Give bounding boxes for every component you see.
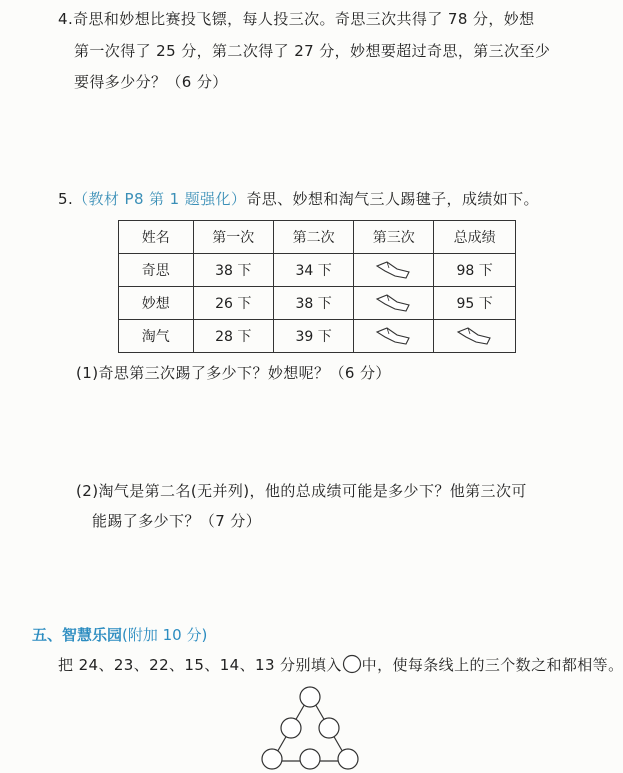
- table-cell-hidden: [354, 320, 434, 353]
- table-header: 第二次: [273, 221, 353, 254]
- table-cell-name: 奇思: [119, 254, 194, 287]
- section-bonus: (附加 10 分): [122, 626, 208, 644]
- table-cell: 38 下: [273, 287, 353, 320]
- q5-source: （教材 P8 第 1 题强化）: [73, 190, 247, 208]
- table-cell: 98 下: [434, 254, 516, 287]
- instruction-part-1: 把 24、23、22、15、14、13 分别填入: [58, 656, 342, 674]
- blank-circle-icon: [281, 718, 301, 738]
- q5-heading: [58, 188, 539, 209]
- table-cell: 95 下: [434, 287, 516, 320]
- table-header: 第一次: [193, 221, 273, 254]
- q4-line-3: 要得多少分？（6 分）: [74, 73, 228, 91]
- triangle-circle-diagram: [255, 685, 365, 771]
- q4-line-2: 第一次得了 25 分，第二次得了 27 分，妙想要超过奇思，第三次至少: [74, 42, 551, 60]
- shoe-icon: [456, 326, 494, 346]
- section5-instruction: [58, 654, 623, 675]
- q4-line-1: 4.奇思和妙想比赛投飞镖，每人投三次。奇思三次共得了 78 分，妙想: [58, 10, 535, 28]
- score-table: [118, 220, 516, 353]
- blank-circle-icon: [262, 749, 282, 769]
- table-header: 第三次: [354, 221, 434, 254]
- table-row: [119, 254, 516, 287]
- table-cell: 34 下: [273, 254, 353, 287]
- q5-sub1: (1)奇思第三次踢了多少下？妙想呢？（6 分）: [76, 364, 391, 382]
- table-cell-name: 淘气: [119, 320, 194, 353]
- shoe-icon: [375, 293, 413, 313]
- q5-sub2-line-2: 能踢了多少下？（7 分）: [92, 512, 262, 530]
- blank-circle-icon: [319, 718, 339, 738]
- instruction-part-2: 中，使每条线上的三个数之和都相等。: [361, 656, 623, 674]
- table-header: 姓名: [119, 221, 194, 254]
- blank-circle-icon: [342, 654, 362, 674]
- table-header: 总成绩: [434, 221, 516, 254]
- q5-stem: 奇思、妙想和淘气三人踢毽子，成绩如下。: [246, 190, 539, 208]
- table-cell: 28 下: [193, 320, 273, 353]
- table-cell: 39 下: [273, 320, 353, 353]
- section-title: [32, 624, 207, 645]
- shoe-icon: [375, 260, 413, 280]
- blank-circle-icon: [300, 687, 320, 707]
- q5-number: 5.: [58, 190, 74, 208]
- table-cell-hidden: [354, 287, 434, 320]
- table-row: [119, 320, 516, 353]
- q5-sub2-line-1: (2)淘气是第二名(无并列)，他的总成绩可能是多少下？他第三次可: [76, 482, 527, 500]
- table-cell-hidden: [354, 254, 434, 287]
- table-cell: 26 下: [193, 287, 273, 320]
- table-cell-hidden: [434, 320, 516, 353]
- blank-circle-icon: [300, 749, 320, 769]
- table-cell: 38 下: [193, 254, 273, 287]
- table-row: [119, 287, 516, 320]
- table-header-row: [119, 221, 516, 254]
- blank-circle-icon: [338, 749, 358, 769]
- table-cell-name: 妙想: [119, 287, 194, 320]
- shoe-icon: [375, 326, 413, 346]
- section-title-text: 五、智慧乐园: [32, 626, 123, 644]
